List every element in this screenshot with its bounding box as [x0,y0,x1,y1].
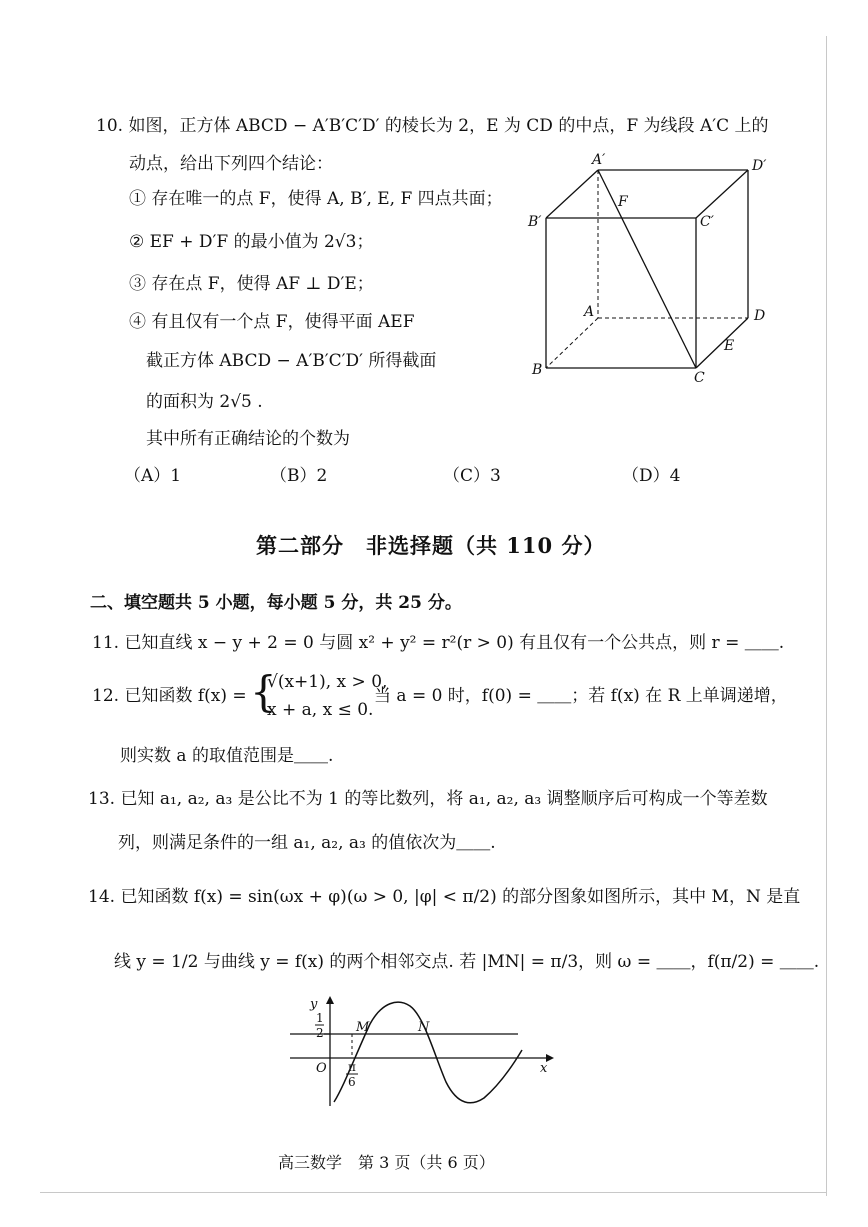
label-m: M [356,1020,370,1035]
label-d1: D′ [752,158,767,174]
label-b: B [532,362,543,378]
label-half-den: 2 [316,1026,324,1040]
q10-statement-2: ② EF + D′F 的最小值为 2√3； [129,232,374,252]
q10-question: 其中所有正确结论的个数为 [146,429,350,449]
label-x: x [540,1061,548,1076]
q12-case-1: √(x+1), x > 0, [267,672,388,692]
q10-line1: 10. 如图，正方体 ABCD − A′B′C′D′ 的棱长为 2，E 为 CD 的中点，F 为线段 A′C 上的 [96,116,769,136]
label-e: E [724,338,735,354]
option-a: （A）1 [124,466,182,486]
q13-line1: 13. 已知 a₁, a₂, a₃ 是公比不为 1 的等比数列，将 a₁, a₂, a₃ 调整顺序后可构成一个等差数 [88,789,768,809]
label-a1: A′ [592,152,606,168]
sine-curve [334,1002,522,1103]
q10-statement-4: ④ 有且仅有一个点 F，使得平面 AEF [129,312,415,332]
label-n: N [418,1020,430,1035]
q12-line2: 则实数 a 的取值范围是＿＿. [120,746,334,766]
label-c: C [694,370,705,385]
option-d: （D）4 [622,466,681,486]
label-d: D [754,308,766,324]
label-half-num: 1 [316,1011,324,1025]
q12-suffix: 当 a = 0 时，f(0) = ＿＿；若 f(x) 在 R 上单调递增， [374,686,788,706]
q12-prefix: 12. 已知函数 f(x) = [92,686,247,706]
q14-line1: 14. 已知函数 f(x) = sin(ωx + φ)(ω > 0, |φ| < π/2) 的部分图象如图所示，其中 M，N 是直 [88,887,801,907]
label-y: y [310,997,318,1012]
page-footer: 高三数学 第 3 页（共 6 页） [278,1153,495,1172]
label-six: 6 [348,1075,356,1089]
q12-case-2: x + a, x ≤ 0. [267,700,374,720]
q10-statement-3: ③ 存在点 F，使得 AF ⊥ D′E； [129,274,374,294]
label-f: F [618,194,628,210]
part2-heading: 第二部分 非选择题（共 110 分） [256,533,606,558]
page-edge [826,36,827,1196]
option-c: （C）3 [443,466,501,486]
label-origin: O [316,1061,327,1076]
label-c1: C′ [700,214,714,230]
option-b: （B）2 [270,466,328,486]
section-heading: 二、填空题共 5 小题，每小题 5 分，共 25 分。 [90,593,462,613]
q10-line2: 动点，给出下列四个结论： [129,154,333,174]
q13-line2: 列，则满足条件的一组 a₁, a₂, a₃ 的值依次为＿＿. [118,833,496,853]
brace-icon: { [250,667,277,716]
q11: 11. 已知直线 x − y + 2 = 0 与圆 x² + y² = r²(r > 0) 有且仅有一个公共点，则 r = ＿＿. [92,633,785,653]
q10-statement-1: ① 存在唯一的点 F，使得 A, B′, E, F 四点共面； [129,189,503,209]
label-a: A [584,304,595,320]
label-b1: B′ [528,214,542,230]
q14-line2: 线 y = 1/2 与曲线 y = f(x) 的两个相邻交点. 若 |MN| = π/3，则 ω = ＿＿，f(π/2) = ＿＿. [114,952,820,972]
label-pi: π [348,1060,356,1074]
q10-statement-4-cont: 截正方体 ABCD − A′B′C′D′ 所得截面 [146,351,437,371]
sine-graph [286,994,556,1112]
page-edge [40,1192,826,1193]
cube-figure [520,150,780,385]
q10-statement-4-cont: 的面积为 2√5 . [146,392,263,412]
